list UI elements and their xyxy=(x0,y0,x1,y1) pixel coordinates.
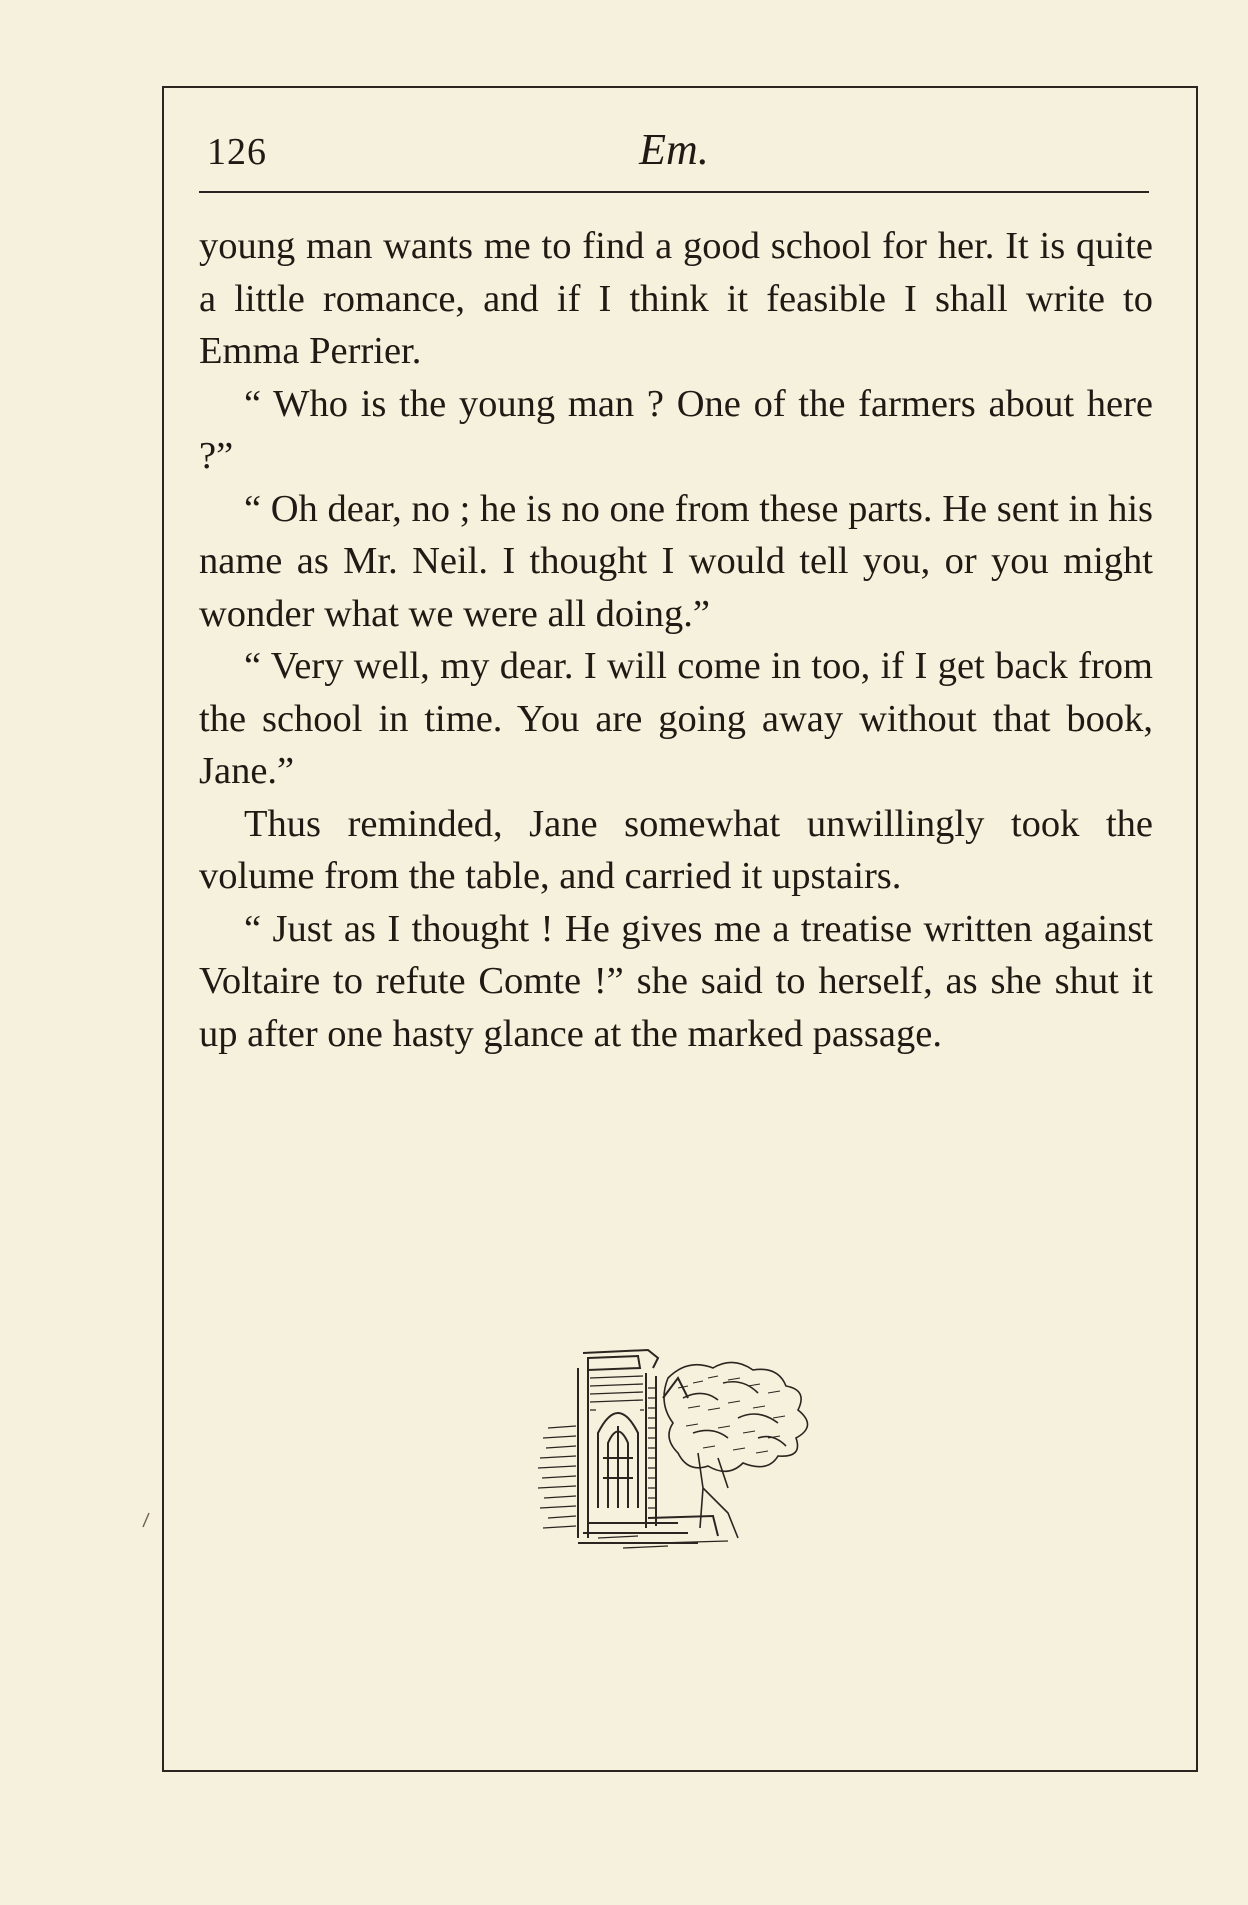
paragraph: “ Oh dear, no ; he is no one from these parts. He sent in his name as Mr. Neil. I thought I would tell you, or you might wonder what we were all doing.” xyxy=(199,487,1153,635)
paragraph: “ Just as I thought ! He gives me a treatise written against Voltaire to refute Comte !” she said to herself, as she shut it up after one hasty glance at the marked passage. xyxy=(199,907,1153,1055)
ruin-vignette-illustration xyxy=(528,1338,848,1553)
body-text xyxy=(199,220,1153,1060)
paragraph-continuation: young man wants me to find a good school for her. It is quite a little romance, and if I think it feasible I shall write to Emma Perrier. xyxy=(199,225,1153,372)
paragraph: “ Very well, my dear. I will come in too, if I get back from the school in time. You are going away without that book, Jane.” xyxy=(199,645,1153,792)
paragraph: Thus reminded, Jane somewhat unwillingly took the volume from the table, and carried it upstairs. xyxy=(199,802,1153,897)
paragraph: “ Who is the young man ? One of the farmers about here ?” xyxy=(199,382,1153,477)
stray-pencil-mark xyxy=(141,1512,151,1528)
header-rule xyxy=(199,191,1149,193)
running-header xyxy=(199,118,1149,178)
page-number: 126 xyxy=(207,131,267,173)
running-title: Em. xyxy=(639,125,709,174)
